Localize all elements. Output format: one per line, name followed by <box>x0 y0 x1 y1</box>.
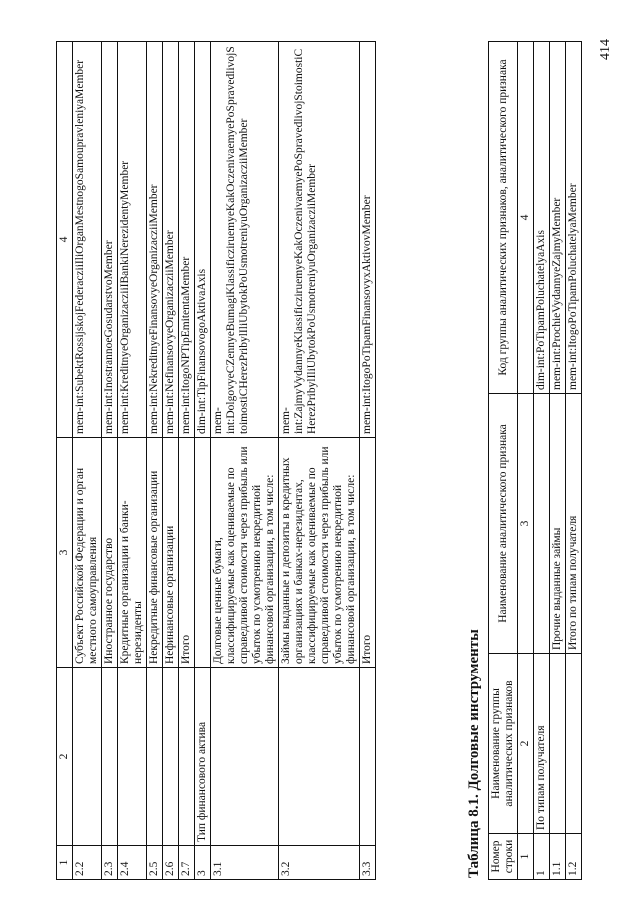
header-cell: Код группы аналитических признаков, аналитического признака <box>489 42 518 394</box>
group-name <box>147 668 163 846</box>
row-number: 2.7 <box>179 846 195 880</box>
feature-name: Иностранное государство <box>102 438 118 668</box>
col-number: 1 <box>57 846 73 880</box>
table-row <box>102 42 118 880</box>
col-number: 1 <box>518 834 534 880</box>
feature-name: Долговые ценные бумаги, классифицируемые как оцениваемые по справедливой стоимости через прибыль или убыток по усмотрению некредитной финансовой организации, в том числе: <box>211 438 279 668</box>
header-cell: Номер строки <box>489 834 518 880</box>
feature-code: dim-int:TipFinansovogoAktivaAxis <box>195 42 211 438</box>
row-number: 1.2 <box>566 834 582 880</box>
row-number: 2.2 <box>73 846 102 880</box>
row-number: 2.3 <box>102 846 118 880</box>
col-number: 4 <box>518 42 534 394</box>
col-number: 2 <box>57 668 73 846</box>
feature-code: mem-int:DolgovyeCZennyeBumagiKlassificziruemyeKakOczenivaemyePoSpravedlivojStoimostiCHerezPribylIliUbytokPoUsmotreniyuOrganizacziiMember <box>211 42 279 438</box>
feature-name: Кредитные организации и банки-нерезиденты <box>118 438 147 668</box>
page-number: 414 <box>598 39 613 60</box>
group-name <box>179 668 195 846</box>
rotated-page <box>50 26 630 886</box>
group-name: По типам получателя <box>534 654 550 834</box>
feature-code: dim-int:PoTipamPoluchatelyaAxis <box>534 42 550 394</box>
table-row <box>179 42 195 880</box>
row-number: 3.3 <box>360 846 376 880</box>
feature-name: Итого по типам получателя <box>566 394 582 654</box>
feature-name: Субъект Российской Федерации и орган местного самоуправления <box>73 438 102 668</box>
feature-code: mem-int:ItogoPoTipamPoluchatelyaMember <box>566 42 582 394</box>
group-name <box>360 668 376 846</box>
column-number-row <box>57 42 73 880</box>
group-name <box>73 668 102 846</box>
feature-code: mem-int:ZajmyVydannyeKlassificziruemyeKakOczenivaemyePoSpravedlivojStoimostiCHerezPribylIliUbytokPoUsmotreniyuOrganizacziiMember <box>279 42 360 438</box>
group-name: Тип финансового актива <box>195 668 211 846</box>
col-number: 3 <box>518 394 534 654</box>
feature-code: mem-int:NefinansovyeOrganizacziiMember <box>163 42 179 438</box>
header-row <box>489 42 518 880</box>
table-row <box>195 42 211 880</box>
header-cell: Наименование аналитического признака <box>489 394 518 654</box>
feature-code: mem-int:NekreditnyeFinansovyeOrganizacziiMember <box>147 42 163 438</box>
feature-code: mem-int:ItogoPoTipamFinansovyxAktivovMember <box>360 42 376 438</box>
table-row <box>534 42 550 880</box>
feature-code: mem-int:KreditnyeOrganizacziiIBankiNerezidentyMember <box>118 42 147 438</box>
row-number: 1.1 <box>550 834 566 880</box>
group-name <box>211 668 279 846</box>
instruments-table-continued <box>56 41 376 880</box>
feature-name: Прочие выданные займы <box>550 394 566 654</box>
group-name <box>550 654 566 834</box>
feature-code: mem-int:SubektRossijskojFederacziiIliOrganMestnogoSamoupravleniyaMember <box>73 42 102 438</box>
table-row <box>211 42 279 880</box>
col-number: 4 <box>57 42 73 438</box>
row-number: 2.5 <box>147 846 163 880</box>
feature-name: Нефинансовые организации <box>163 438 179 668</box>
col-number: 3 <box>57 438 73 668</box>
debt-instruments-table <box>488 41 582 880</box>
row-number: 3.2 <box>279 846 360 880</box>
table-caption: Таблица 8.1. Долговые инструменты <box>466 629 482 878</box>
table-row <box>550 42 566 880</box>
table-row <box>73 42 102 880</box>
col-number: 2 <box>518 654 534 834</box>
feature-code: mem-int:InostrannoeGosudarstvoMember <box>102 42 118 438</box>
table-row <box>279 42 360 880</box>
feature-code: mem-int:ItogoNPTipEmitentaMember <box>179 42 195 438</box>
row-number: 2.4 <box>118 846 147 880</box>
row-number: 2.6 <box>163 846 179 880</box>
table-row <box>566 42 582 880</box>
group-name <box>102 668 118 846</box>
feature-name: Итого <box>360 438 376 668</box>
feature-name <box>534 394 550 654</box>
feature-name: Некредитные финансовые организации <box>147 438 163 668</box>
row-number: 3 <box>195 846 211 880</box>
feature-name: Займы выданные и депозиты в кредитных организациях и банках-нерезидентах, классифицируемые как оцениваемые по справедливой стоимости через прибыль или убыток по усмотрению некредитной финансовой организации, в том числе: <box>279 438 360 668</box>
row-number: 3.1 <box>211 846 279 880</box>
group-name <box>118 668 147 846</box>
table-row <box>147 42 163 880</box>
row-number: 1 <box>534 834 550 880</box>
feature-name <box>195 438 211 668</box>
header-cell: Наименование группы аналитических признаков <box>489 654 518 834</box>
table-row <box>163 42 179 880</box>
table-row <box>118 42 147 880</box>
table-row <box>360 42 376 880</box>
column-number-row <box>518 42 534 880</box>
group-name <box>163 668 179 846</box>
group-name <box>279 668 360 846</box>
feature-code: mem-int:ProchieVydannyeZajmyMember <box>550 42 566 394</box>
feature-name: Итого <box>179 438 195 668</box>
group-name <box>566 654 582 834</box>
